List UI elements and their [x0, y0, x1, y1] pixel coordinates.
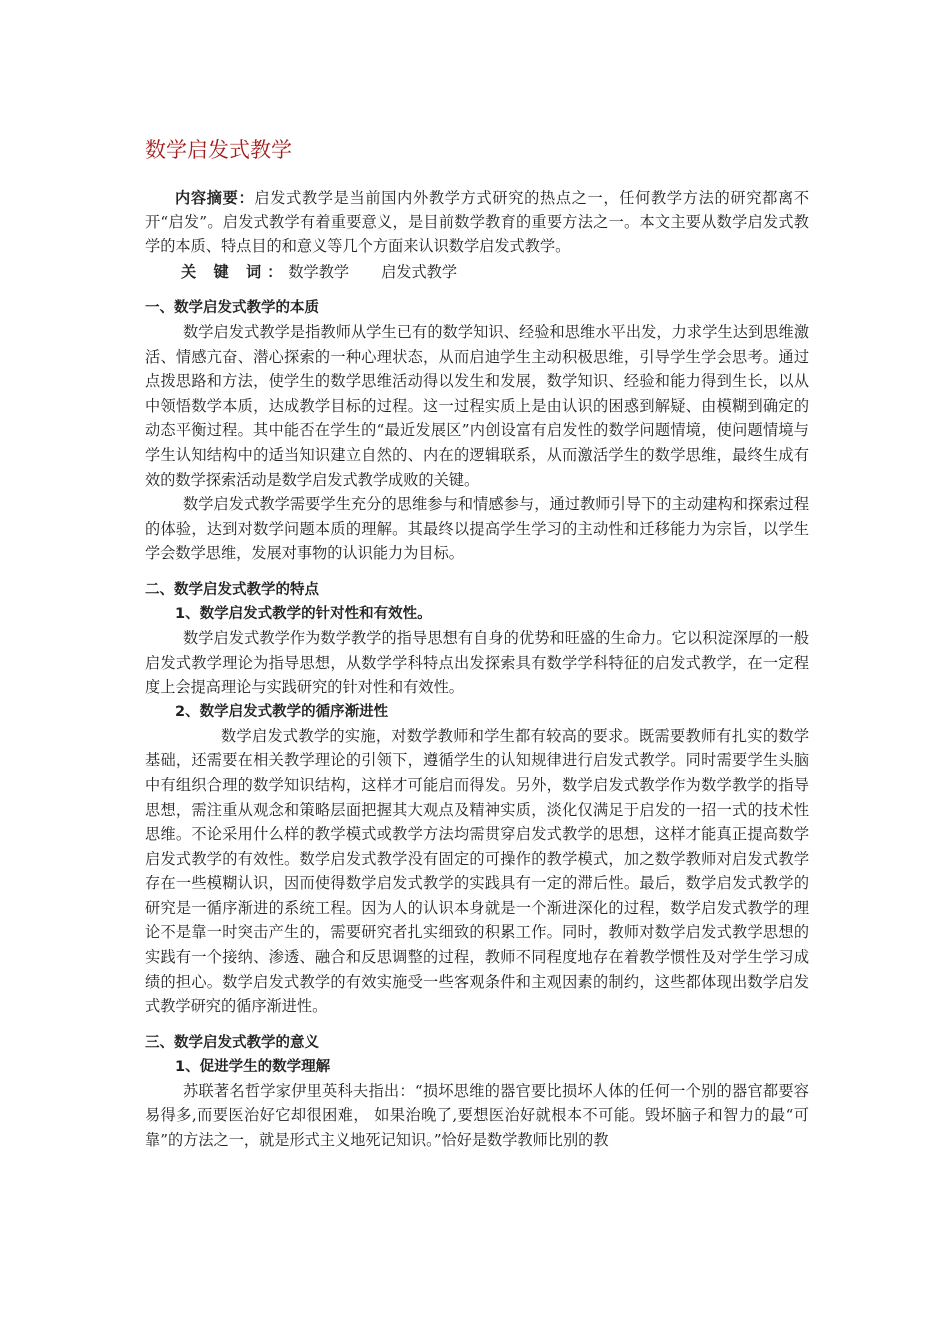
keyword-item: 启发式教学	[381, 263, 458, 281]
paragraph: 数学启发式教学作为数学教学的指导思想有自身的优势和旺盛的生命力。它以积淀深厚的一般启发式教学理论为指导思想，从数学学科特点出发探索具有数学学科特征的启发式教学，在一定程度上会提高理论与实践研究的针对性和有效性。	[145, 628, 809, 697]
abstract-text: 启发式教学是当前国内外教学方式研究的热点之一，任何教学方法的研究都离不开“启发”。启发式教学有着重要意义，是目前数学教育的重要方法之一。本文主要从数学启发式教学的本质、特点目的和意义等几个方面来认识数学启发式教学。	[145, 189, 810, 255]
keywords	[145, 260, 809, 284]
keyword-item: 数学教学	[288, 263, 350, 281]
paragraph: 数学启发式教学的实施，对数学教师和学生都有较高的要求。既需要教师有扎实的数学基础，还需要在相关教学理论的引领下，遵循学生的认知规律进行启发式教学。同时需要学生头脑中有组织合理的数学知识结构，这样才可能启而得发。另外，数学启发式教学作为数学教学的指导思想，需注重从观念和策略层面把握其大观点及精神实质，淡化仅满足于启发的一招一式的技术性思维。不论采用什么样的教学模式或教学方法均需贯穿启发式教学的思想，这样才能真正提高数学启发式教学的有效性。数学启发式教学没有固定的可操作的教学模式，加之数学教师对启发式教学存在一些模糊认识，因而使得数学启发式教学的实践具有一定的滞后性。最后，数学启发式教学的研究是一循序渐进的系统工程。因为人的认识本身就是一个渐进深化的过程，数学启发式教学的理论不是靠一时突击产生的，需要研究者扎实细致的积累工作。同时，教师对数学启发式教学思想的实践有一个接纳、渗透、融合和反思调整的过程，教师不同程度地存在着教学惯性及对学生学习成绩的担心。数学启发式教学的有效实施受一些客观条件和主观因素的制约，这些都体现出数学启发式教学研究的循序渐进性。	[145, 726, 809, 1016]
document-title: 数学启发式教学	[145, 138, 292, 162]
subsection-heading-2-1: 1、数学启发式教学的针对性和有效性。	[175, 605, 432, 622]
paragraph: 数学启发式教学是指教师从学生已有的数学知识、经验和思维水平出发，力求学生达到思维激活、情感亢奋、潜心探索的一种心理状态，从而启迪学生主动积极思维，引导学生学会思考。通过点拨思路和方法，使学生的数学思维活动得以发生和发展，数学知识、经验和能力得到生长，以从中领悟数学本质，达成教学目标的过程。这一过程实质上是由认识的困惑到解疑、由模糊到确定的动态平衡过程。其中能否在学生的“最近发展区”内创设富有启发性的数学问题情境，使问题情境与学生认知结构中的适当知识建立自然的、内在的逻辑联系，从而激活学生的数学思维，最终生成有效的数学探索活动是数学启发式教学成败的关键。	[145, 323, 809, 489]
document-content	[145, 134, 809, 1153]
paragraph: 苏联著名哲学家伊里英科夫指出：“损坏思维的器官要比损坏人体的任何一个别的器官都要容易得多,而要医治好它却很困难， 如果治晚了,要想医治好就根本不可能。毁坏脑子和智力的最“可靠”的方法之一，就是形式主义地死记知识。”恰好是数学教师比别的教	[145, 1081, 809, 1150]
abstract	[145, 186, 809, 258]
section-heading-1: 一、数学启发式教学的本质	[145, 300, 319, 316]
subsection-heading-3-1: 1、促进学生的数学理解	[175, 1058, 331, 1075]
section-heading-3: 三、数学启发式教学的意义	[145, 1034, 319, 1051]
keywords-label: 关 键 词：	[181, 263, 289, 281]
subsection-heading-2-2: 2、数学启发式教学的循序渐进性	[175, 703, 389, 720]
paragraph: 数学启发式教学需要学生充分的思维参与和情感参与，通过教师引导下的主动建构和探索过程的体验，达到对数学问题本质的理解。其最终以提高学生学习的主动性和迁移能力为宗旨，以学生学会数学思维，发展对事物的认识能力为目标。	[145, 495, 809, 563]
section-heading-2: 二、数学启发式教学的特点	[145, 581, 319, 598]
abstract-label: 内容摘要：	[175, 189, 255, 207]
